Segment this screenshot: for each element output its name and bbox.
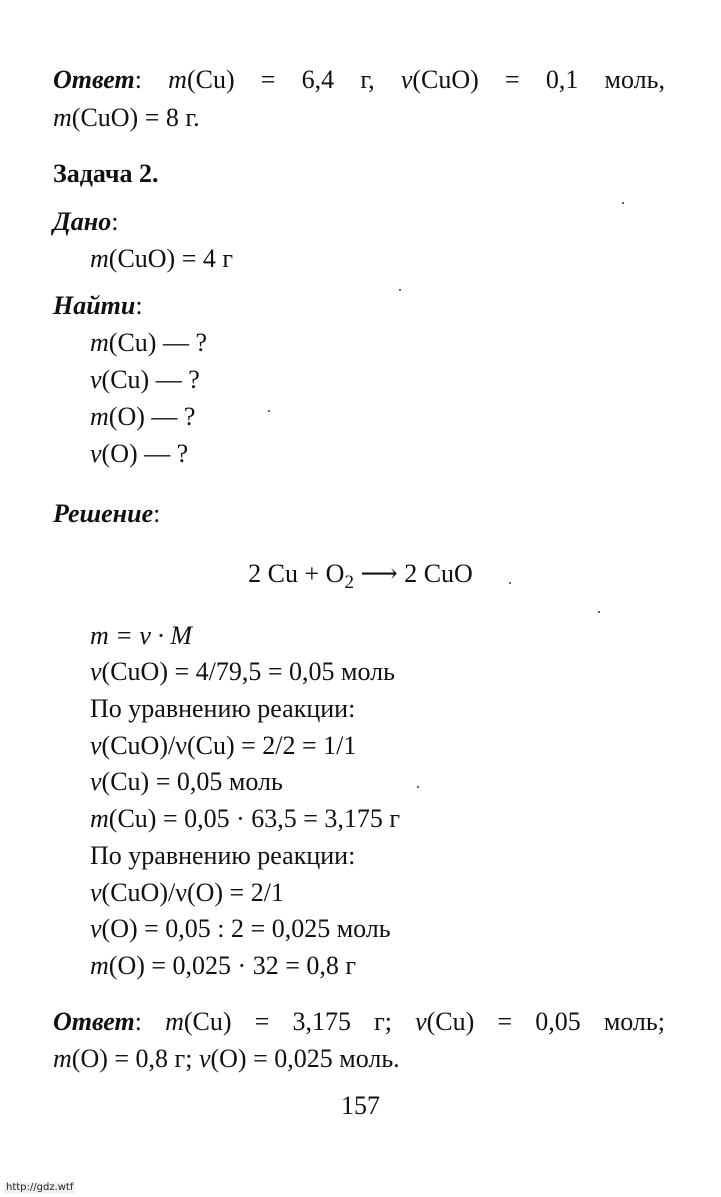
- scan-speck: [417, 786, 419, 788]
- answer1-label: Ответ: [53, 65, 135, 94]
- solution-line: По уравнению реакции:: [90, 841, 356, 870]
- answer1-line1: Ответ: m(Cu) = 6,4 г, ν(CuO) = 0,1 моль,: [53, 65, 665, 94]
- scan-speck: [509, 582, 511, 584]
- answer1-cu-mass: (Cu) = 6,4 г,: [186, 65, 375, 94]
- find-item: m(Cu) — ?: [90, 328, 207, 357]
- find-label: Найти: [53, 291, 136, 320]
- answer1-cuo-amount: (CuO) = 0,1 моль,: [412, 65, 665, 94]
- answer2-line1: Ответ: m(Cu) = 3,175 г; ν(Cu) = 0,05 моль;: [53, 1007, 665, 1036]
- task-heading: Задача 2.: [53, 159, 159, 188]
- solution-label: Решение: [53, 499, 154, 528]
- reaction-equation: 2 $Cu + O_2$ ⟶ 2 CuO: [248, 559, 473, 593]
- solution-line: m(O) = 0,025 · 32 = 0,8 г: [90, 951, 357, 980]
- solution-line: По уравнению реакции:: [90, 694, 356, 723]
- solution-line: m(Cu) = 0,05 · 63,5 = 3,175 г: [90, 804, 401, 833]
- answer2-line2: m(O) = 0,8 г; ν(O) = 0,025 моль.: [53, 1044, 400, 1073]
- solution-line: ν(Cu) = 0,05 моль: [90, 767, 283, 796]
- scan-speck: [399, 289, 401, 291]
- solution-line: ν(CuO)/ν(Cu) = 2/2 = 1/1: [90, 731, 357, 760]
- formula-line: m = ν · M: [90, 621, 193, 650]
- find-label-line: Найти:: [53, 291, 143, 320]
- footer-url-link[interactable]: http://gdz.wtf: [6, 1182, 74, 1193]
- answer1-line2: m(CuO) = 8 г.: [53, 103, 200, 132]
- solution-line: ν(CuO)/ν(O) = 2/1: [90, 878, 284, 907]
- answer2-o-mass: (O) = 0,8 г;: [71, 1044, 193, 1073]
- answer1-cuo-mass: (CuO) = 8 г.: [71, 103, 200, 132]
- page-number: 157: [341, 1091, 380, 1120]
- scan-speck: [622, 202, 624, 204]
- scan-speck: [598, 611, 600, 613]
- find-item: ν(O) — ?: [90, 439, 189, 468]
- solution-line: ν(O) = 0,05 : 2 = 0,025 моль: [90, 914, 391, 943]
- answer2-o-amount: (O) = 0,025 моль.: [210, 1044, 400, 1073]
- solution-line: ν(CuO) = 4/79,5 = 0,05 моль: [90, 657, 395, 686]
- answer2-cu-amount: (Cu) = 0,05 моль;: [426, 1007, 665, 1036]
- find-item: ν(Cu) — ?: [90, 365, 200, 394]
- given-label-line: Дано:: [53, 207, 119, 236]
- given-value: m(CuO) = 4 г: [90, 244, 234, 273]
- given-label: Дано: [53, 207, 112, 236]
- scan-speck: [268, 410, 270, 412]
- answer2-label: Ответ: [53, 1007, 135, 1036]
- solution-label-line: Решение:: [53, 499, 161, 528]
- find-item: m(O) — ?: [90, 402, 196, 431]
- answer2-cu-mass: (Cu) = 3,175 г;: [183, 1007, 392, 1036]
